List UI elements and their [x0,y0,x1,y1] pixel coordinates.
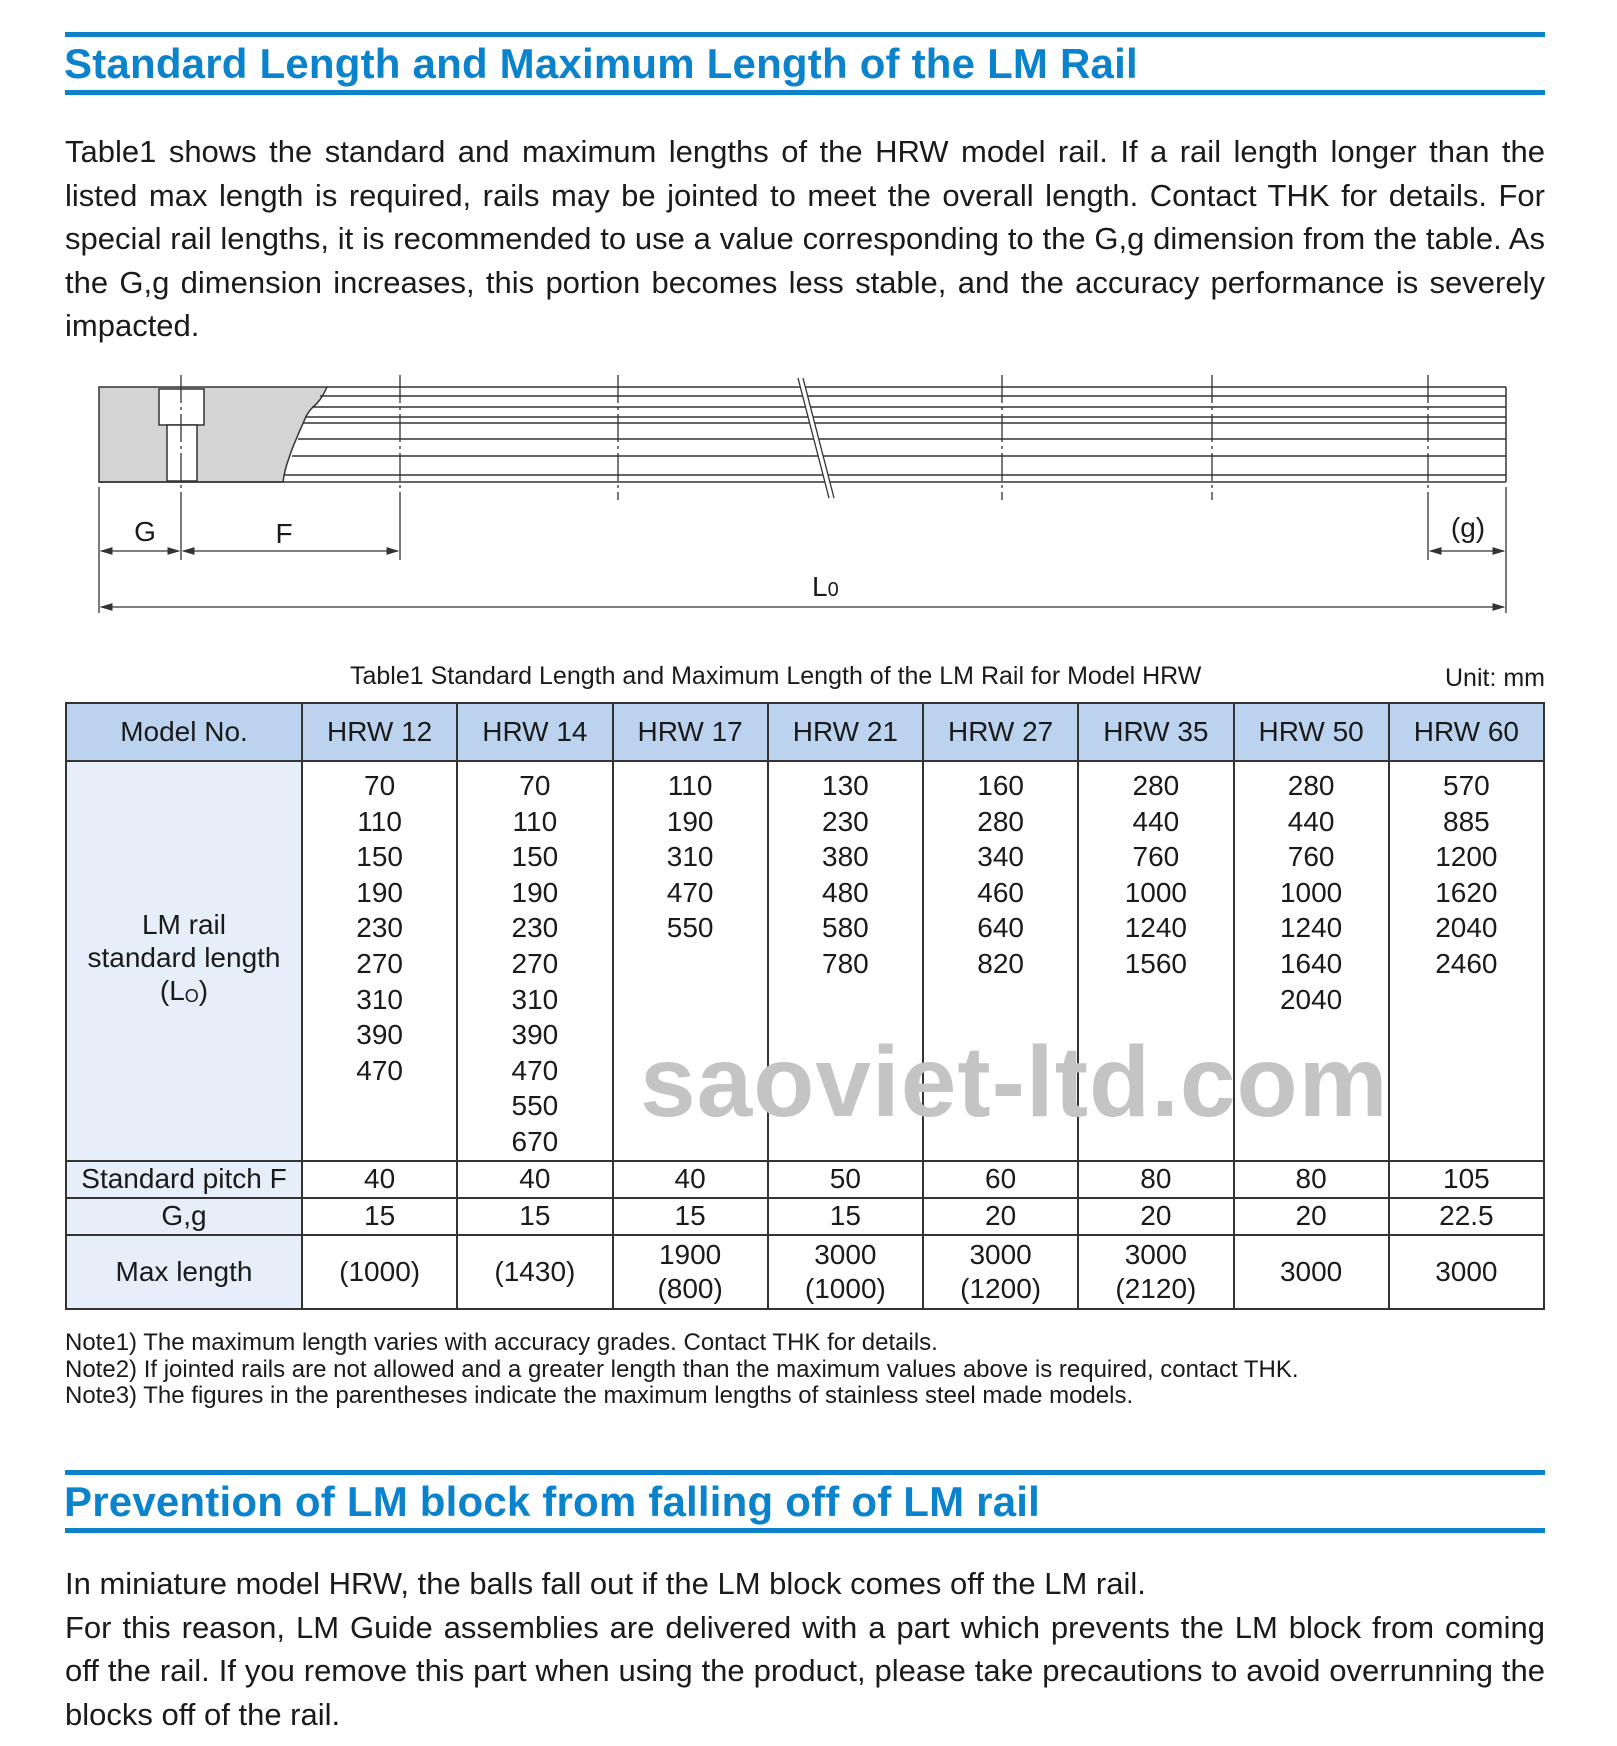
standard-length-value: 480 [822,876,869,908]
table-header-row [66,703,1544,761]
length-cell [1389,761,1544,1161]
length-cell [613,761,768,1161]
standard-length-value: 280 [977,805,1024,837]
max-length-cell [1078,1235,1233,1309]
length-cell [768,761,923,1161]
label-G: G [134,516,156,547]
standard-length-value: 2040 [1279,983,1343,1015]
standard-length-value: 1240 [1279,912,1343,944]
standard-length-value: 1000 [1279,876,1343,908]
standard-length-value: 1640 [1279,947,1343,979]
max-length-cell [613,1235,768,1309]
table-unit: Unit: mm [1445,664,1545,692]
max-length-value: (1200) [960,1272,1042,1304]
pitch-cell: 40 [457,1161,612,1198]
header-model: HRW 35 [1078,703,1233,761]
standard-length-value: 380 [822,841,869,873]
gg-cell: 20 [1234,1198,1389,1235]
prevention-text-2: For this reason, LM Guide assemblies are delivered with a part which prevents the LM block from coming off the rail. If you remove this part when using the product, please take precautions to avoid overrunning the blocks off of the rail. [65,1609,1545,1732]
label-L: L [812,571,828,602]
table-notes [65,1330,1299,1410]
standard-length-value: 150 [356,841,403,873]
standard-length-value: 460 [977,876,1024,908]
standard-length-value: 570 [1443,770,1490,801]
length-cell [1234,761,1389,1161]
prevention-paragraph [65,1562,1545,1736]
header-model: HRW 14 [457,703,612,761]
standard-length-value: 670 [511,1125,559,1157]
max-length-value: 3000 [969,1238,1032,1270]
note-2: Note2) If jointed rails are not allowed and a greater length than the maximum values above is required, contact THK. [65,1355,1299,1383]
table-row-standard-length [66,761,1544,1161]
standard-length-value: 580 [822,912,869,944]
max-length-value: (1000) [339,1255,421,1287]
note-3: Note3) The figures in the parentheses indicate the maximum lengths of stainless steel made models. [65,1382,1134,1409]
max-length-value: 1900 [658,1238,722,1270]
row-label-max-length: Max length [66,1235,302,1309]
max-length-cell [302,1235,457,1309]
standard-length-value: 1560 [1124,947,1188,979]
max-length-value: 3000 [1279,1255,1343,1287]
standard-length-value: 820 [977,947,1024,979]
standard-length-value: 190 [666,805,714,837]
max-length-value: (1430) [494,1255,576,1287]
standard-length-value: 390 [356,1019,403,1051]
standard-length-value: 110 [667,770,713,801]
standard-length-value: 2040 [1435,912,1498,944]
max-length-value: 3000 [1124,1238,1188,1270]
header-model: HRW 21 [768,703,923,761]
standard-length-value: 110 [357,805,402,837]
standard-length-value: 280 [1132,770,1180,801]
label-line [67,974,301,1013]
standard-length-value: 270 [356,947,403,979]
label-L0 [812,571,839,602]
length-cell [457,761,612,1161]
table-row-pitch [66,1161,1544,1198]
gg-cell: 15 [302,1198,457,1235]
pitch-cell: 80 [1078,1161,1233,1198]
watermark: saoviet-ltd.com [640,1026,1389,1138]
standard-length-value: 230 [356,912,403,944]
rail-dimension-diagram [0,370,1617,620]
pitch-cell: 60 [923,1161,1078,1198]
standard-length-value: 230 [822,805,869,837]
max-length-value: 3000 [1435,1255,1498,1287]
max-length-cell [768,1235,923,1309]
max-length-cell [457,1235,612,1309]
label-g: (g) [1450,512,1486,543]
standard-length-value: 1620 [1435,876,1498,908]
extension-lines [99,487,1506,613]
standard-length-value: 390 [511,1019,559,1051]
label-part: ) [198,975,209,1007]
max-length-value: 3000 [814,1238,877,1270]
max-length-cell [1234,1235,1389,1309]
row-label-standard-length [66,761,302,1161]
header-model: HRW 60 [1389,703,1544,761]
standard-length-value: 270 [511,947,559,979]
standard-length-value: 190 [511,876,559,908]
section-title-prevention: Prevention of LM block from falling off of LM rail [64,1478,1040,1525]
standard-length-value: 1000 [1124,876,1188,908]
gg-cell: 20 [923,1198,1078,1235]
max-length-cell [1389,1235,1544,1309]
row-label-pitch: Standard pitch F [66,1161,302,1198]
label-line: standard length [87,942,281,974]
label-F: F [275,518,293,549]
header-model: HRW 50 [1234,703,1389,761]
label-part: (L [159,975,185,1007]
gg-cell: 15 [768,1198,923,1235]
table-caption: Table1 Standard Length and Maximum Length of the LM Rail for Model HRW [350,662,1202,690]
standard-length-value: 440 [1287,805,1335,837]
table-row-gg [66,1198,1544,1235]
pitch-cell: 40 [302,1161,457,1198]
gg-cell: 15 [457,1198,612,1235]
prevention-text-1: In miniature model HRW, the balls fall out if the LM block comes off the LM rail. [65,1566,1146,1601]
label-L-sub: 0 [827,579,839,601]
label-line: LM rail [141,909,226,941]
standard-length-value: 470 [666,876,714,908]
section-title-standard-length: Standard Length and Maximum Length of the LM Rail [64,40,1138,87]
label-subscript: O [184,986,199,1007]
standard-length-value: 885 [1443,805,1490,837]
gg-cell: 15 [613,1198,768,1235]
intro-paragraph [65,130,1545,348]
standard-length-value: 640 [977,912,1024,944]
header-model-no: Model No. [66,703,302,761]
standard-length-value: 550 [666,912,714,944]
header-model: HRW 27 [923,703,1078,761]
header-model: HRW 17 [613,703,768,761]
standard-length-value: 110 [512,805,558,837]
rail-length-table [65,702,1545,1310]
row-label-gg: G,g [66,1198,302,1235]
max-length-cell [923,1235,1078,1309]
table-row-max-length [66,1235,1544,1309]
standard-length-value: 1240 [1124,912,1188,944]
standard-length-value: 230 [511,912,559,944]
length-cell [302,761,457,1161]
standard-length-value: 310 [511,983,559,1015]
pitch-cell: 50 [768,1161,923,1198]
standard-length-value: 780 [822,947,869,979]
standard-length-value: 310 [666,841,714,873]
length-cell [1078,761,1233,1161]
rail-cross-section [99,387,327,482]
section-rule-bottom [65,1528,1545,1533]
gg-cell: 20 [1078,1198,1233,1235]
standard-length-value: 2460 [1435,947,1498,979]
standard-length-value: 1200 [1435,841,1498,873]
standard-length-value: 550 [511,1090,559,1122]
standard-length-value: 280 [1287,770,1335,801]
header-model: HRW 12 [302,703,457,761]
pitch-cell: 105 [1389,1161,1544,1198]
section-rule-bottom [65,90,1545,95]
standard-length-value: 70 [519,770,551,801]
pitch-cell: 40 [613,1161,768,1198]
standard-length-value: 70 [364,770,396,801]
standard-length-value: 130 [822,770,869,801]
standard-length-value: 470 [511,1054,559,1086]
note-1: Note1) The maximum length varies with accuracy grades. Contact THK for details. [65,1329,938,1356]
standard-length-value: 470 [356,1054,403,1086]
max-length-value: (1000) [804,1272,886,1304]
gg-cell: 22.5 [1389,1198,1544,1235]
intro-text: Table1 shows the standard and maximum lengths of the HRW model rail. If a rail length longer than the listed max length is required, rails may be jointed to meet the overall length. Contact THK for details. For special rail lengths, it is recommended to use a value corresponding to the G,g dimension from the table. As the G,g dimension increases, this portion becomes less stable, and the accuracy performance is severely impacted. [65,134,1545,343]
standard-length-value: 340 [977,841,1024,873]
standard-length-value: 440 [1132,805,1180,837]
standard-length-value: 760 [1287,841,1335,873]
max-length-value: (2120) [1115,1272,1197,1304]
standard-length-value: 760 [1132,841,1180,873]
standard-length-value: 150 [511,841,559,873]
standard-length-value: 190 [356,876,403,908]
pitch-cell: 80 [1234,1161,1389,1198]
section-rule-top [65,32,1545,37]
max-length-value: (800) [657,1272,723,1304]
standard-length-value: 160 [977,770,1024,801]
standard-length-value: 310 [356,983,403,1015]
length-cell [923,761,1078,1161]
section-rule-top [65,1470,1545,1475]
